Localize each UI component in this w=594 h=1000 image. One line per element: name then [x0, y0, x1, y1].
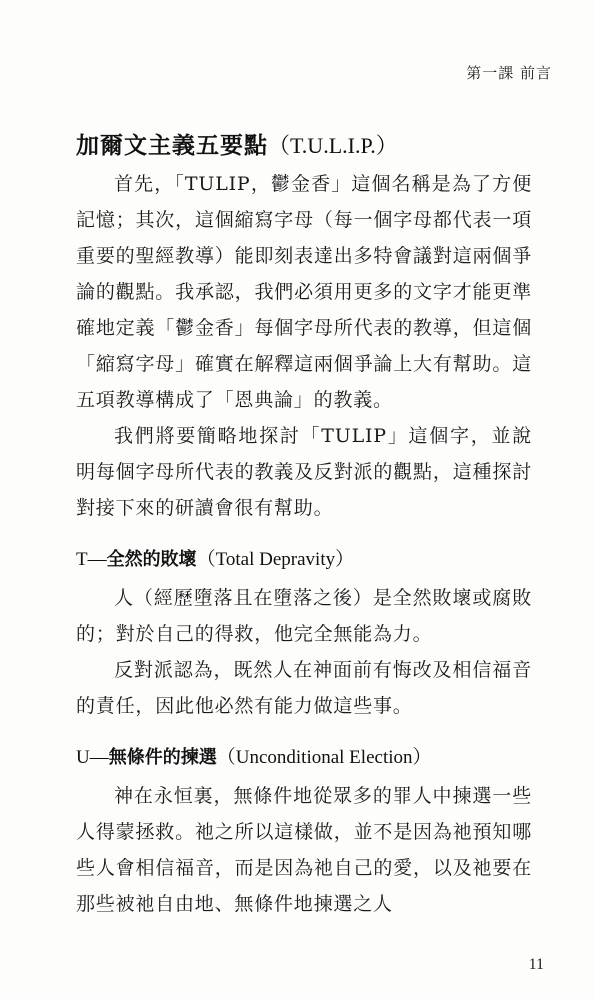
- page-number: 11: [528, 956, 544, 973]
- page-content: [76, 130, 532, 922]
- subheading-latin: （Total Depravity）: [196, 549, 355, 570]
- paragraph: 神在永恒裏，無條件地從眾多的罪人中揀選一些人得蒙拯救。祂之所以這樣做，並不是因為祂預知哪些人會相信福音，而是因為祂自己的愛，以及祂要在那些被祂自由地、無條件地揀選之人: [76, 785, 532, 915]
- subheading-latin: （Unconditional Election）: [216, 747, 432, 768]
- section-title: [76, 130, 532, 162]
- subheading-unconditional-election: [76, 744, 532, 772]
- section-title-latin: （T.U.L.I.P.）: [268, 133, 398, 158]
- paragraph: 我們將要簡略地探討「TULIP」這個字，並說明每個字母所代表的教義及反對派的觀點，這種探討對接下來的研讀會很有幫助。: [76, 425, 532, 519]
- paragraph: 首先，「TULIP，鬱金香」這個名稱是為了方便記憶；其次，這個縮寫字母（每一個字母都代表一項重要的聖經教導）能即刻表達出多特會議對這兩個爭論的觀點。我承認，我們必須用更多的文字才能更準確地定義「鬱金香」每個字母所代表的教導，但這個「縮寫字母」確實在解釋這兩個爭論上大有幫助。這五項教導構成了「恩典論」的教義。: [76, 173, 532, 411]
- subheading-letter: U—: [76, 747, 109, 768]
- subheading-letter: T—: [76, 549, 107, 570]
- section-title-chinese: 加爾文主義五要點: [76, 133, 268, 159]
- running-header: 第一課 前言: [466, 64, 552, 82]
- paragraph: 人（經歷墮落且在墮落之後）是全然敗壞或腐敗的；對於自己的得救，他完全無能為力。: [76, 587, 532, 645]
- subheading-total-depravity: [76, 546, 532, 574]
- subheading-chinese: 無條件的揀選: [108, 747, 217, 768]
- subheading-chinese: 全然的敗壞: [106, 549, 197, 570]
- paragraph: 反對派認為，既然人在神面前有悔改及相信福音的責任，因此他必然有能力做這些事。: [76, 659, 532, 717]
